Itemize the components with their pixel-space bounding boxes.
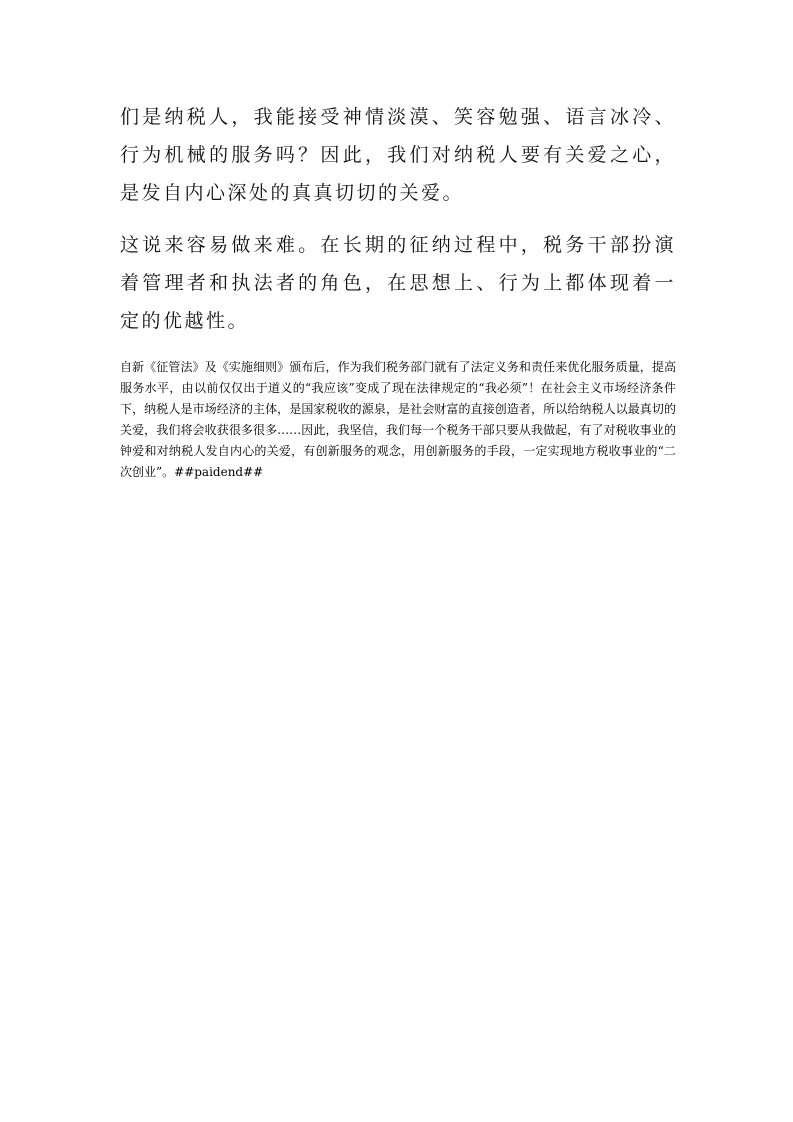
document-body	[120, 98, 676, 483]
body-paragraph-1: 们是纳税人，我能接受神情淡漠、笑容勉强、语言冰冷、行为机械的服务吗？因此，我们对纳税人要有关爱之心，是发自内心深处的真真切切的关爱。	[120, 106, 676, 204]
body-paragraph-2: 这说来容易做来难。在长期的征纳过程中，税务干部扮演着管理者和执法者的角色，在思想上、行为上都体现着一定的优越性。	[120, 234, 676, 332]
body-paragraph-3: 自新《征管法》及《实施细则》颁布后，作为我们税务部门就有了法定义务和责任来优化服务质量，提高服务水平，由以前仅仅出于道义的“我应该”变成了现在法律规定的“我必须”！在社会主义市场经济条件下，纳税人是市场经济的主体，是国家税收的源泉，是社会财富的直接创造者，所以给纳税人以最真切的关爱，我们将会收获很多很多……因此，我坚信，我们每一个税务干部只要从我做起，有了对税收事业的钟爱和对纳税人发自内心的关爱，有创新服务的观念，用创新服务的手段，一定实现地方税收事业的“二次创业”。##paidend##	[120, 360, 676, 479]
